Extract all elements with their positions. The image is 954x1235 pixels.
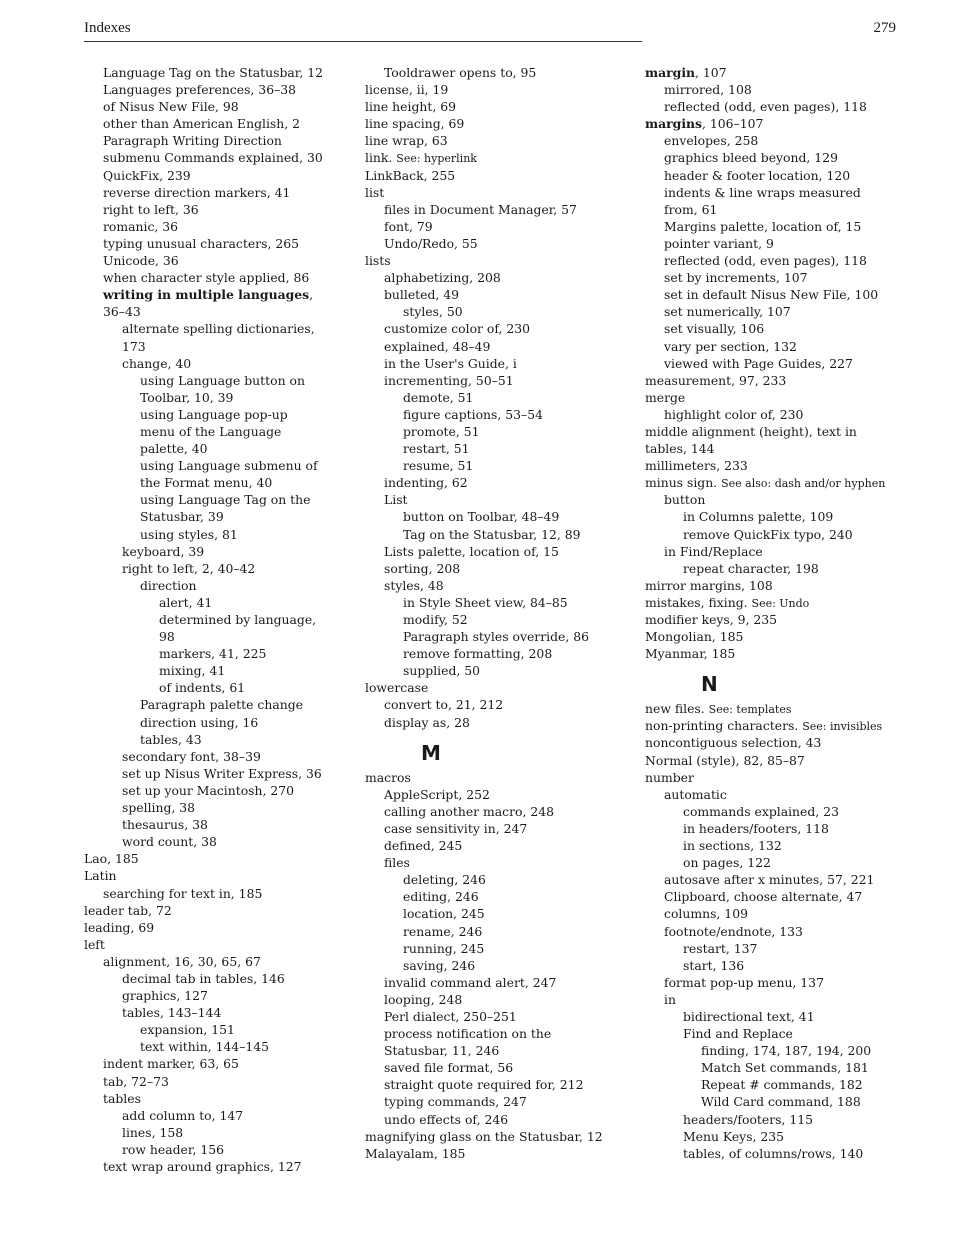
index-entry: typing unusual characters, 265 — [103, 235, 299, 251]
index-entry: direction — [140, 577, 197, 593]
index-entry: defined, 245 — [384, 838, 463, 854]
index-entry: romanic, 36 — [103, 218, 179, 234]
index-entry: Lao, 185 — [84, 851, 139, 867]
index-entry: line wrap, 63 — [365, 133, 448, 149]
index-entry: supplied, 50 — [403, 663, 481, 679]
index-entry: set up Nisus Writer Express, 36 — [122, 765, 322, 781]
index-entry: Lists palette, location of, 15 — [384, 543, 559, 559]
index-entry: typing commands, 247 — [384, 1094, 527, 1110]
index-entry: convert to, 21, 212 — [384, 697, 504, 713]
index-entry: columns, 109 — [664, 906, 748, 922]
index-entry: saved file format, 56 — [384, 1060, 514, 1076]
index-entry: change, 40 — [122, 355, 192, 371]
index-entry: of indents, 61 — [159, 680, 246, 696]
page-number: 279 — [873, 20, 896, 36]
index-entry: of Nisus New File, 98 — [103, 99, 239, 115]
index-entry: Unicode, 36 — [103, 253, 179, 269]
index-entry: determined by language, — [159, 612, 317, 627]
index-entry: deleting, 246 — [403, 872, 486, 888]
index-entry: LinkBack, 255 — [365, 167, 456, 183]
index-entry: mirrored, 108 — [664, 82, 752, 98]
index-entry: header & footer location, 120 — [664, 167, 851, 183]
index-entry: graphics bleed beyond, 129 — [664, 150, 838, 166]
index-entry: Margins palette, location of, 15 — [664, 218, 862, 234]
index-entry: QuickFix, 239 — [103, 167, 191, 183]
running-head-title: Indexes — [84, 20, 131, 36]
index-entry: using Language submenu of — [140, 458, 318, 474]
index-entry: restart, 51 — [403, 441, 470, 457]
index-entry: graphics, 127 — [122, 988, 208, 1004]
index-entry: Match Set commands, 181 — [701, 1060, 869, 1076]
index-entry: lines, 158 — [122, 1124, 184, 1140]
index-entry: set up your Macintosh, 270 — [122, 782, 295, 798]
index-entry: add column to, 147 — [122, 1107, 244, 1123]
index-entry: leading, 69 — [84, 919, 155, 935]
index-entry: figure captions, 53–54 — [403, 406, 543, 422]
index-entry: submenu Commands explained, 30 — [103, 150, 323, 166]
index-entry: license, ii, 19 — [365, 82, 449, 98]
index-entry: mixing, 41 — [159, 663, 226, 679]
index-entry: line height, 69 — [365, 99, 456, 115]
index-entry: set by increments, 107 — [664, 270, 808, 286]
index-entry: List — [384, 492, 408, 508]
index-entry: format pop-up menu, 137 — [664, 974, 824, 990]
index-entry: remove formatting, 208 — [403, 646, 553, 662]
index-entry: files — [384, 855, 410, 871]
index-entry: right to left, 2, 40–42 — [122, 560, 256, 576]
index-entry: button on Toolbar, 48–49 — [403, 509, 560, 525]
index-entry: menu of the Language — [140, 423, 282, 439]
index-entry: start, 136 — [683, 957, 745, 973]
index-entry: repeat character, 198 — [683, 560, 819, 576]
index-entry: keyboard, 39 — [122, 543, 205, 559]
index-entry: list — [365, 184, 385, 200]
index-entry: Statusbar, 39 — [140, 509, 224, 525]
index-entry: set in default Nisus New File, 100 — [664, 287, 879, 303]
cross-reference: See: hyperlink — [396, 152, 477, 166]
index-entry: in Style Sheet view, 84–85 — [403, 594, 568, 610]
index-entry: link. See: hyperlink — [365, 150, 477, 166]
index-entry: explained, 48–49 — [384, 338, 491, 354]
index-entry: process notification on the — [384, 1026, 552, 1042]
index-entry: millimeters, 233 — [645, 458, 748, 474]
index-entry: Paragraph styles override, 86 — [403, 629, 590, 645]
header-rule — [84, 41, 642, 42]
index-entry: envelopes, 258 — [664, 133, 759, 149]
index-entry: automatic — [664, 786, 727, 802]
index-entry: 173 — [122, 338, 146, 354]
index-entry: Malayalam, 185 — [365, 1145, 466, 1161]
index-entry: from, 61 — [664, 201, 718, 217]
index-entry: text within, 144–145 — [140, 1039, 270, 1055]
index-entry: margins, 106–107 — [645, 116, 764, 132]
index-entry: mistakes, fixing. See: Undo — [645, 594, 810, 610]
index-entry: commands explained, 23 — [683, 803, 839, 819]
index-entry: minus sign. See also: dash and/or hyphen — [645, 475, 886, 491]
index-entry: tables, of columns/rows, 140 — [683, 1145, 864, 1161]
index-entry: mirror margins, 108 — [645, 577, 773, 593]
index-entry: macros — [365, 769, 411, 785]
index-entry: thesaurus, 38 — [122, 817, 208, 833]
index-entry: tables, 144 — [645, 441, 715, 457]
index-entry: case sensitivity in, 247 — [384, 820, 528, 836]
index-entry: indents & line wraps measured — [664, 184, 861, 200]
index-entry: restart, 137 — [683, 940, 758, 956]
index-entry: middle alignment (height), text in — [645, 423, 857, 439]
index-entry: finding, 174, 187, 194, 200 — [701, 1043, 872, 1059]
index-entry: alphabetizing, 208 — [384, 270, 501, 286]
index-entry: in Find/Replace — [664, 543, 763, 559]
index-entry: writing in multiple languages, — [103, 287, 314, 303]
index-entry: 36–43 — [103, 304, 141, 320]
index-entry: headers/footers, 115 — [683, 1111, 814, 1127]
index-column-3 — [645, 64, 920, 1162]
index-entry: Find and Replace — [683, 1026, 793, 1042]
cross-reference: See: Undo — [751, 596, 810, 610]
index-entry: row header, 156 — [122, 1141, 224, 1157]
index-entry: decimal tab in tables, 146 — [122, 970, 285, 986]
index-entry: when character style applied, 86 — [103, 270, 310, 286]
index-entry: Perl dialect, 250–251 — [384, 1008, 517, 1024]
index-column-1 — [84, 64, 354, 1175]
index-entry: highlight color of, 230 — [664, 406, 804, 422]
index-term-bold: margins — [645, 116, 703, 132]
index-term-bold: margin — [645, 65, 696, 80]
index-entry: using styles, 81 — [140, 526, 238, 542]
index-entry: invalid command alert, 247 — [384, 974, 557, 990]
index-entry: Mongolian, 185 — [645, 629, 744, 645]
index-entry: bulleted, 49 — [384, 287, 460, 303]
index-entry: secondary font, 38–39 — [122, 748, 261, 764]
index-entry: text wrap around graphics, 127 — [103, 1159, 302, 1174]
index-entry: lowercase — [365, 680, 429, 696]
index-entry: the Format menu, 40 — [140, 475, 273, 491]
index-entry: number — [645, 769, 694, 785]
index-entry: customize color of, 230 — [384, 321, 531, 337]
index-entry: leader tab, 72 — [84, 902, 172, 918]
index-entry: new files. See: templates — [645, 701, 792, 717]
index-entry: demote, 51 — [403, 389, 474, 405]
index-entry: Tag on the Statusbar, 12, 89 — [403, 526, 581, 542]
index-entry: location, 245 — [403, 906, 485, 922]
index-entry: in — [664, 991, 676, 1007]
index-entry: rename, 246 — [403, 923, 483, 939]
index-entry: Clipboard, choose alternate, 47 — [664, 889, 863, 905]
index-entry: Paragraph palette change — [140, 697, 303, 713]
index-entry: Statusbar, 11, 246 — [384, 1043, 500, 1059]
index-entry: straight quote required for, 212 — [384, 1077, 584, 1093]
page-header — [84, 18, 896, 42]
index-entry: alignment, 16, 30, 65, 67 — [103, 953, 261, 969]
index-entry: saving, 246 — [403, 957, 476, 973]
index-entry: modify, 52 — [403, 612, 468, 627]
index-column-2 — [365, 64, 635, 1162]
index-entry: expansion, 151 — [140, 1022, 235, 1038]
index-entry: 98 — [159, 629, 175, 645]
index-entry: looping, 248 — [384, 991, 463, 1007]
index-entry: undo effects of, 246 — [384, 1111, 509, 1127]
cross-reference: See also: dash and/or hyphen — [721, 477, 886, 491]
index-entry: on pages, 122 — [683, 855, 771, 871]
index-entry: resume, 51 — [403, 458, 474, 474]
index-entry: word count, 38 — [122, 834, 217, 850]
index-entry: reflected (odd, even pages), 118 — [664, 253, 867, 269]
index-entry: margin, 107 — [645, 65, 727, 80]
index-entry: reverse direction markers, 41 — [103, 184, 291, 200]
index-entry: indent marker, 63, 65 — [103, 1056, 239, 1072]
index-entry: tables — [103, 1090, 141, 1106]
index-entry: Wild Card command, 188 — [701, 1094, 861, 1110]
index-entry: in sections, 132 — [683, 838, 782, 854]
index-entry: promote, 51 — [403, 423, 480, 439]
index-entry: lists — [365, 253, 391, 269]
index-entry: set visually, 106 — [664, 321, 765, 337]
index-entry: using Language Tag on the — [140, 492, 311, 508]
cross-reference: See: invisibles — [802, 720, 883, 734]
index-entry: tables, 43 — [140, 731, 202, 747]
index-entry: sorting, 208 — [384, 560, 461, 576]
index-entry: viewed with Page Guides, 227 — [664, 355, 853, 371]
index-entry: Latin — [84, 868, 117, 884]
index-entry: tables, 143–144 — [122, 1005, 222, 1021]
index-entry: Normal (style), 82, 85–87 — [645, 752, 805, 768]
index-term-bold: writing in multiple languages — [103, 287, 310, 303]
index-entry: left — [84, 936, 105, 952]
index-entry: pointer variant, 9 — [664, 235, 774, 251]
index-entry: non-printing characters. See: invisibles — [645, 718, 883, 734]
index-entry: right to left, 36 — [103, 201, 199, 217]
index-entry: palette, 40 — [140, 441, 208, 457]
index-section-letter: N — [701, 672, 718, 697]
index-entry: magnifying glass on the Statusbar, 12 — [365, 1128, 603, 1144]
index-entry: Menu Keys, 235 — [683, 1128, 785, 1144]
index-entry: in Columns palette, 109 — [683, 509, 834, 525]
index-entry: display as, 28 — [384, 714, 470, 730]
index-entry: alert, 41 — [159, 594, 213, 610]
index-entry: Tooldrawer opens to, 95 — [384, 65, 537, 80]
index-entry: Toolbar, 10, 39 — [140, 389, 234, 405]
index-entry: editing, 246 — [403, 889, 479, 905]
index-entry: calling another macro, 248 — [384, 803, 555, 819]
index-entry: tab, 72–73 — [103, 1073, 169, 1089]
index-entry: remove QuickFix typo, 240 — [683, 526, 853, 542]
index-entry: running, 245 — [403, 940, 485, 956]
index-entry: in headers/footers, 118 — [683, 820, 829, 836]
index-entry: line spacing, 69 — [365, 116, 465, 132]
index-entry: using Language button on — [140, 372, 305, 388]
index-entry: Myanmar, 185 — [645, 646, 736, 662]
index-entry: styles, 48 — [384, 577, 444, 593]
index-entry: spelling, 38 — [122, 800, 196, 816]
index-entry: reflected (odd, even pages), 118 — [664, 99, 867, 115]
index-entry: Repeat # commands, 182 — [701, 1077, 863, 1093]
index-entry: in the User's Guide, i — [384, 355, 517, 371]
index-entry: direction using, 16 — [140, 714, 259, 730]
index-entry: autosave after x minutes, 57, 221 — [664, 872, 875, 888]
index-entry: set numerically, 107 — [664, 304, 791, 320]
index-entry: AppleScript, 252 — [384, 786, 490, 802]
index-entry: button — [664, 492, 706, 508]
index-entry: font, 79 — [384, 218, 433, 234]
index-entry: bidirectional text, 41 — [683, 1008, 815, 1024]
index-entry: files in Document Manager, 57 — [384, 201, 577, 217]
index-entry: markers, 41, 225 — [159, 646, 267, 662]
index-entry: Language Tag on the Statusbar, 12 — [103, 65, 323, 80]
index-entry: other than American English, 2 — [103, 116, 301, 132]
index-entry: merge — [645, 389, 686, 405]
index-entry: modifier keys, 9, 235 — [645, 612, 778, 627]
index-entry: footnote/endnote, 133 — [664, 923, 803, 939]
index-entry: Paragraph Writing Direction — [103, 133, 282, 149]
index-entry: Languages preferences, 36–38 — [103, 82, 297, 98]
index-entry: alternate spelling dictionaries, — [122, 321, 315, 337]
index-entry: indenting, 62 — [384, 475, 468, 491]
index-entry: noncontiguous selection, 43 — [645, 735, 822, 751]
index-entry: measurement, 97, 233 — [645, 372, 787, 388]
index-entry: Undo/Redo, 55 — [384, 235, 478, 251]
index-section-letter: M — [421, 740, 441, 765]
index-entry: using Language pop-up — [140, 406, 288, 422]
index-entry: styles, 50 — [403, 304, 463, 320]
index-entry: searching for text in, 185 — [103, 885, 263, 901]
index-entry: incrementing, 50–51 — [384, 372, 514, 388]
index-entry: vary per section, 132 — [664, 338, 797, 354]
cross-reference: See: templates — [708, 703, 792, 717]
